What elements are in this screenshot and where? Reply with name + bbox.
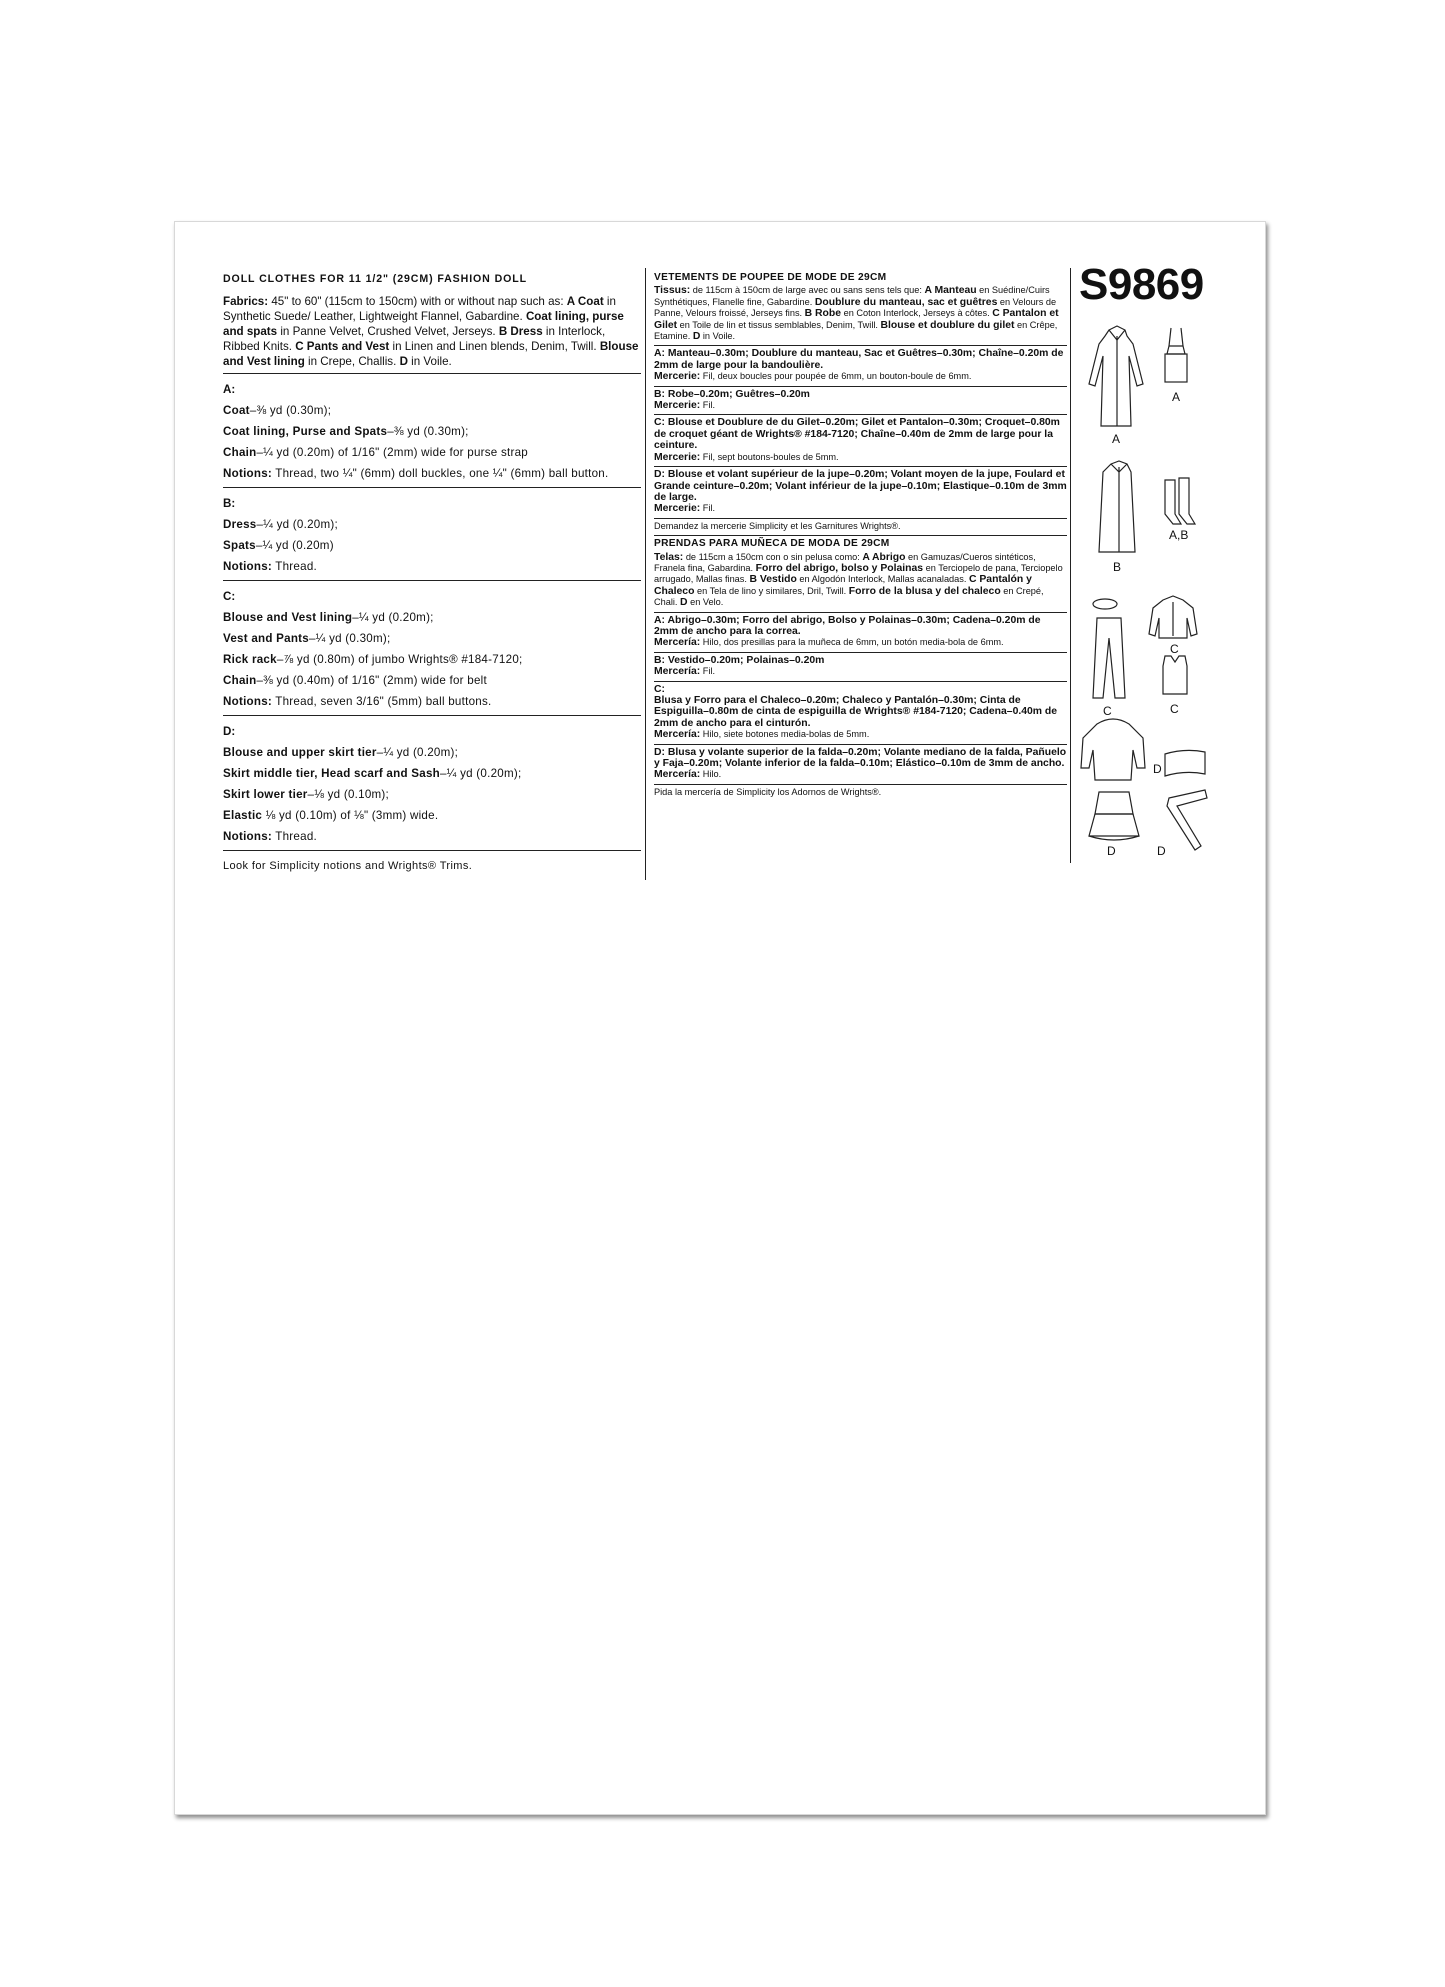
- divider: [654, 535, 1067, 536]
- french-b-line: B: Robe–0.20m; Guêtres–0.20m: [654, 388, 810, 400]
- french-title: VETEMENTS DE POUPEE DE MODE DE 29CM: [654, 272, 887, 283]
- divider: [654, 652, 1067, 653]
- notions-line: Notions: Thread.: [223, 830, 317, 843]
- peasant-blouse-drawing: [1081, 719, 1145, 780]
- column-divider: [1070, 268, 1071, 863]
- divider: [654, 345, 1067, 346]
- spanish-footer: Pida la mercería de Simplicity los Adornos de Wrights®.: [654, 786, 882, 797]
- divider: [654, 784, 1067, 785]
- section-label-c: C:: [223, 590, 236, 603]
- pattern-envelope-back: [174, 221, 1266, 1815]
- section-label-b: B:: [223, 497, 236, 510]
- coat-drawing: [1089, 326, 1143, 426]
- yardage-line: Dress–¼ yd (0.20m);: [223, 518, 338, 531]
- divider: [223, 373, 641, 374]
- yardage-line: Rick rack–⅞ yd (0.80m) of jumbo Wrights® #184-7120;: [223, 653, 523, 666]
- yardage-line: Blouse and upper skirt tier–¼ yd (0.20m);: [223, 746, 459, 759]
- notions-line: Notions: Thread.: [223, 560, 317, 573]
- spanish-telas: Telas: de 115cm a 150cm con o sin pelusa como: A Abrigo en Gamuzas/Cueros sintéticos, Franela fina, Gabardina. Forro del abrigo, bolso y Polainas en Terciopelo de pana, Terciopelo arrugado, Mallas finas. B Vestido en Algodón Interlock, Mallas acanaladas. C Pantalón y Chaleco en Tela de lino y similares, Dril, Twill. Forro de la blusa y del chaleco en Crepé, Chali. D en Velo.: [654, 551, 1063, 609]
- dress-drawing: [1099, 461, 1135, 552]
- english-column: [223, 272, 641, 874]
- scarf-drawing: [1165, 750, 1205, 776]
- divider: [654, 744, 1067, 745]
- divider: [654, 612, 1067, 613]
- spanish-b-merceria: Mercería: Fil.: [654, 666, 716, 678]
- yardage-line: Blouse and Vest lining–¼ yd (0.20m);: [223, 611, 434, 624]
- yardage-line: Skirt middle tier, Head scarf and Sash–¼ yd (0.20m);: [223, 767, 522, 780]
- view-label: D: [1107, 844, 1116, 858]
- section-label-d: D:: [223, 725, 236, 738]
- french-c-line: C: Blouse et Doublure de du Gilet–0.20m; Gilet et Pantalon–0.30m; Croquet–0.80m de croquet géant de Wrights® #184-7120; Chaîne–0.40m de 2mm de large pour la ceinture.: [654, 417, 1060, 452]
- view-label: D: [1153, 762, 1162, 776]
- divider: [223, 487, 641, 488]
- notions-line: Notions: Thread, two ¼" (6mm) doll buckles, one ¼" (6mm) ball button.: [223, 467, 609, 480]
- notions-line: Notions: Thread, seven 3/16" (5mm) ball buttons.: [223, 695, 492, 708]
- yardage-line: Skirt lower tier–⅛ yd (0.10m);: [223, 788, 390, 801]
- view-label: C: [1103, 704, 1112, 718]
- spanish-c-label: C:: [654, 683, 665, 695]
- view-label: C: [1170, 702, 1179, 716]
- view-label: A: [1172, 390, 1181, 404]
- divider: [654, 681, 1067, 682]
- view-label: A,B: [1169, 528, 1189, 542]
- view-label: A: [1112, 432, 1121, 446]
- french-b-mercerie: Mercerie: Fil.: [654, 400, 716, 412]
- section-label-a: A:: [223, 383, 236, 396]
- spanish-d-line: D: Blusa y volante superior de la falda–0.20m; Volante mediano de la falda, Pañuelo y Faja–0.20m; Volante inferior de la falda–0.10m; Elástico–0.10m de 3mm de ancho.: [654, 746, 1067, 770]
- english-title: DOLL CLOTHES FOR 11 1/2" (29CM) FASHION DOLL: [223, 273, 528, 285]
- english-footer: Look for Simplicity notions and Wrights® Trims.: [223, 860, 473, 872]
- yardage-line: Elastic ⅛ yd (0.10m) of ⅛" (3mm) wide.: [223, 809, 439, 822]
- garment-line-drawings: [1077, 322, 1257, 862]
- divider: [654, 518, 1067, 519]
- view-label: C: [1170, 642, 1179, 656]
- spanish-a-line: A: Abrigo–0.30m; Forro del abrigo, Bolso y Polainas–0.30m; Cadena–0.20m de 2mm de ancho para la correa.: [654, 614, 1041, 637]
- vest-drawing: [1163, 656, 1187, 694]
- yardage-line: Chain–⅜ yd (0.40m) of 1/16" (2mm) wide for belt: [223, 674, 487, 687]
- english-fabrics: Fabrics: 45" to 60" (115cm to 150cm) with or without nap such as: A Coat in Synthetic Suede/ Leather, Lightweight Flannel, Gabardine. Coat lining, purse and spats in Panne Velvet, Crushed Velvet, Jerseys. B Dress in Interlock, Ribbed Knits. C Pants and Vest in Linen and Linen blends, Denim, Twill. Blouse and Vest lining in Crepe, Challis. D in Voile.: [223, 295, 639, 368]
- yardage-line: Coat–⅜ yd (0.30m);: [223, 404, 332, 417]
- french-a-line: A: Manteau–0.30m; Doublure du manteau, Sac et Guêtres–0.30m; Chaîne–0.20m de 2mm de large pour la bandoulière.: [654, 348, 1064, 371]
- yardage-line: Chain–¼ yd (0.20m) of 1/16" (2mm) wide for purse strap: [223, 446, 528, 459]
- french-spanish-column: [654, 272, 1067, 798]
- pattern-number: S9869: [1079, 260, 1204, 309]
- yardage-line: Vest and Pants–¼ yd (0.30m);: [223, 632, 391, 645]
- skirt-drawing: [1089, 792, 1139, 840]
- spanish-d-merceria: Mercería: Hilo.: [654, 769, 722, 781]
- divider: [223, 715, 641, 716]
- pants-drawing: [1093, 618, 1125, 698]
- sash-drawing: [1167, 790, 1207, 850]
- spats-drawing: [1165, 478, 1195, 524]
- divider: [223, 850, 641, 851]
- divider: [654, 386, 1067, 387]
- spanish-c-merceria: Mercería: Hilo, siete botones media-bolas de 5mm.: [654, 729, 870, 741]
- spanish-a-merceria: Mercería: Hilo, dos presillas para la muñeca de 6mm, un botón media-bola de 6mm.: [654, 637, 1004, 649]
- spanish-title: PRENDAS PARA MUÑECA DE MODA DE 29CM: [654, 538, 890, 550]
- french-tissus: Tissus: de 115cm à 150cm de large avec ou sans sens tels que: A Manteau en Suédine/Cuirs Synthétiques, Flanelle fine, Gabardine. Doublure du manteau, sac et guêtres en Velours de Panne, Velours froissé, Jerseys fins. B Robe en Coton Interlock, Jerseys à côtes. C Pantalon et Gilet en Toile de lin et tissus semblables, Denim, Twill. Blouse et doublure du gilet en Crêpe, Etamine. D in Voile.: [654, 285, 1059, 343]
- french-d-line: D: Blouse et volant supérieur de la jupe–0.20m; Volant moyen de la jupe, Foulard et Grande ceinture–0.20m; Volant inférieur de la jupe–0.10m; Elastique–0.10m de 3mm de large.: [654, 469, 1067, 503]
- view-label: D: [1157, 844, 1166, 858]
- view-label: B: [1113, 560, 1122, 574]
- blouse-drawing: [1149, 596, 1197, 638]
- french-a-mercerie: Mercerie: Fil, deux boucles pour poupée de 6mm, un bouton-boule de 6mm.: [654, 371, 972, 383]
- french-c-mercerie: Mercerie: Fil, sept boutons-boules de 5mm.: [654, 451, 839, 463]
- garment-views: [1077, 322, 1257, 862]
- french-footer: Demandez la mercerie Simplicity et les Garnitures Wrights®.: [654, 520, 901, 531]
- spanish-c-line: Blusa y Forro para el Chaleco–0.20m; Chaleco y Pantalón–0.30m; Cinta de Espiguilla–0.80m de cinta de espiguilla de Wrights® #184-7120; Cadena–0.40m de 2mm de ancho para el cinturón.: [654, 695, 1058, 729]
- divider: [654, 466, 1067, 467]
- yardage-line: Spats–¼ yd (0.20m): [223, 539, 334, 552]
- column-divider: [645, 268, 646, 880]
- divider: [654, 414, 1067, 415]
- spanish-b-line: B: Vestido–0.20m; Polainas–0.20m: [654, 654, 825, 666]
- divider: [223, 580, 641, 581]
- collar-drawing: [1093, 599, 1117, 609]
- yardage-line: Coat lining, Purse and Spats–⅜ yd (0.30m);: [223, 425, 469, 438]
- french-d-mercerie: Mercerie: Fil.: [654, 503, 716, 515]
- purse-drawing: [1165, 328, 1187, 382]
